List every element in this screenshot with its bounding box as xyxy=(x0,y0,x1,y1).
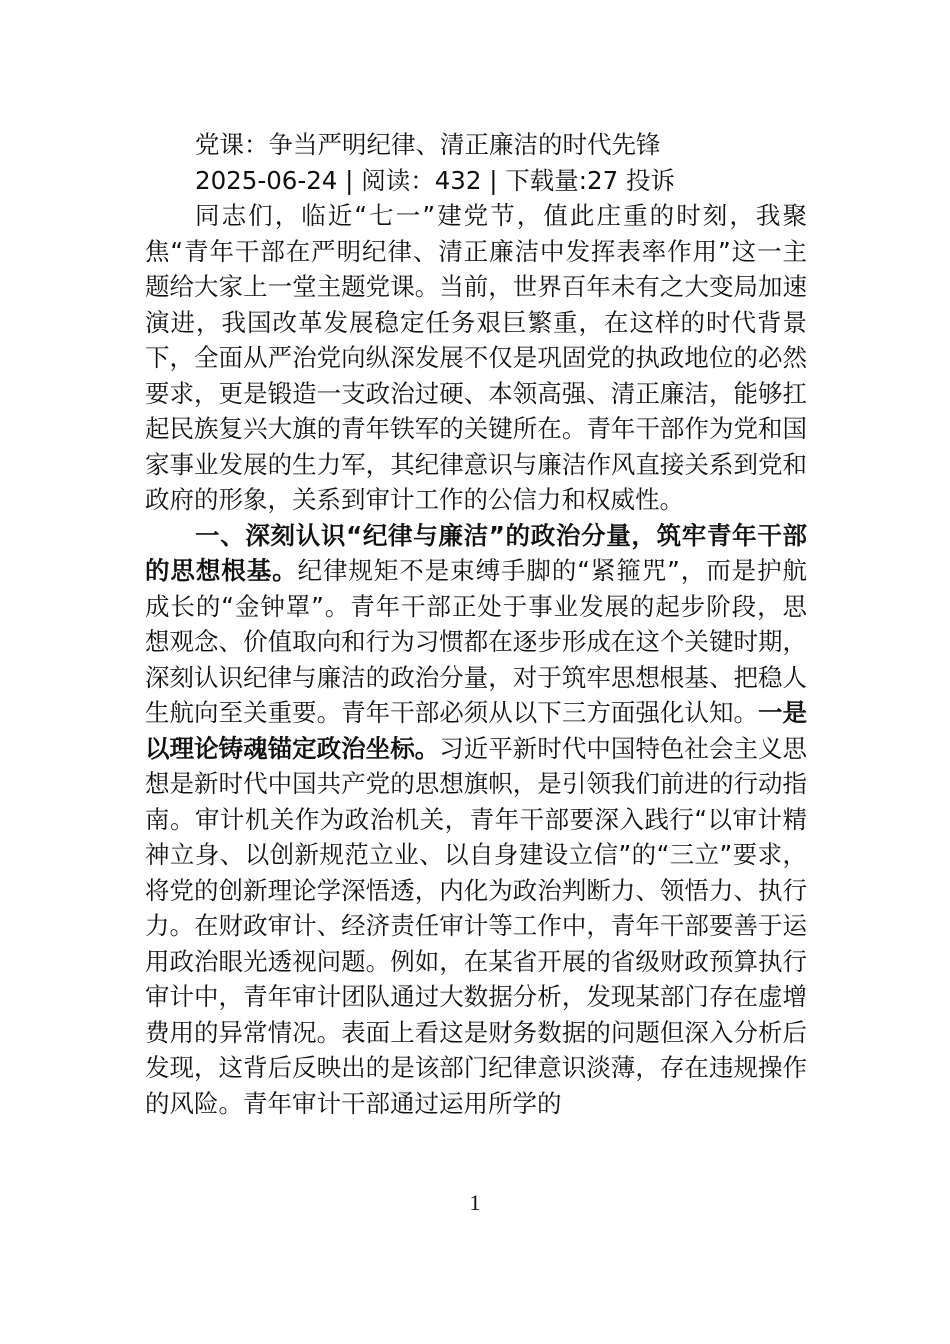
section-1-heading: 一、深刻认识“纪律与廉洁”的政治分量，筑牢青年干部的思想根基。 xyxy=(145,520,807,585)
section-1-sub-heading: 一是以理论铸魂锚定政治坐标。 xyxy=(145,698,808,763)
document-body xyxy=(145,127,807,1121)
paragraph-section-1 xyxy=(145,518,807,1122)
paragraph-intro: 同志们，临近“七一”建党节，值此庄重的时刻，我聚焦“青年干部在严明纪律、清正廉洁中发挥表率作用”这一主题给大家上一堂主题党课。当前，世界百年未有之大变局加速演进，我国改革发展稳定任务艰巨繁重，在这样的时代背景下，全面从严治党向纵深发展不仅是巩固党的执政地位的必然要求，更是锻造一支政治过硬、本领高强、清正廉洁，能够扛起民族复兴大旗的青年铁军的关键所在。青年干部作为党和国家事业发展的生力军，其纪律意识与廉洁作风直接关系到党和政府的形象，关系到审计工作的公信力和权威性。 xyxy=(145,201,807,514)
document-meta: 2025-06-24 | 阅读：432 | 下载量:27 投诉 xyxy=(195,165,676,195)
section-1-text-a: 纪律规矩不是束缚手脚的“紧箍咒”，而是护航成长的“金钟罩”。青年干部正处于事业发展的起步阶段，思想观念、价值取向和行为习惯都在逐步形成在这个关键时期，深刻认识纪律与廉洁的政治分量，对于筑牢思想根基、把稳人生航向至关重要。青年干部必须从以下三方面强化认知。 xyxy=(145,556,808,727)
page-number: 1 xyxy=(469,1190,481,1215)
document-title: 党课：争当严明纪律、清正廉洁的时代先锋 xyxy=(195,130,661,159)
section-1-text-b: 习近平新时代中国特色社会主义思想是新时代中国共产党的思想旗帜，是引领我们前进的行动指南。审计机关作为政治机关，青年干部要深入践行“以审计精神立身、以创新规范立业、以自身建设立信”的“三立”要求，将党的创新理论学深悟透，内化为政治判断力、领悟力、执行力。在财政审计、经济责任审计等工作中，青年干部要善于运用政治眼光透视问题。例如，在某省开展的省级财政预算执行审计中，青年审计团队通过大数据分析，发现某部门存在虚增费用的异常情况。表面上看这是财务数据的问题但深入分析后发现，这背后反映出的是该部门纪律意识淡薄，存在违规操作的风险。青年审计干部通过运用所学的 xyxy=(145,733,808,1118)
